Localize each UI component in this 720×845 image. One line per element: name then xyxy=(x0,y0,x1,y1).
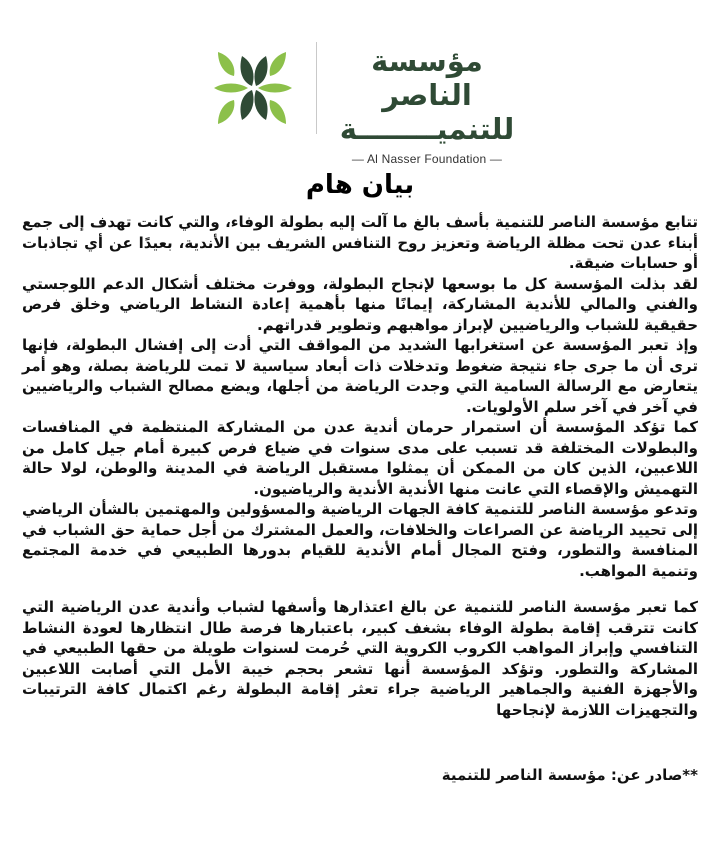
brand-block xyxy=(332,44,522,166)
paragraph: وإذ تعبر المؤسسة عن استغرابها الشديد من المواقف التي أدت إلى إفشال البطولة، فإنها ترى أن ما جرى جاء نتيجة ضغوط وتدخلات ذات أبعاد سياسية لا تمت للرياضة بصلة، وهو أمر يتعارض مع الرسالة السامية التي وجدت الرياضة من أجلها، ويضع مصالح الشباب والرياضيين في آخر في آخر سلم الأولويات. xyxy=(22,336,698,416)
paragraph: كما تؤكد المؤسسة أن استمرار حرمان أندية عدن من المشاركة المنتظمة في المنافسات والبطولات المختلفة قد تسبب على مدى سنوات في ضياع فرص كبيرة أمام جيل كامل من اللاعبين، الذين كان من الممكن أن يمثلوا مستقبل الرياضة في المدينة والوطن، لولا حالة التهميش والإقصاء التي عانت منها الأندية الأندية والرياضيون. xyxy=(22,418,698,498)
letterhead xyxy=(0,36,720,166)
statement-title: بيان هام xyxy=(305,170,415,200)
org-name-arabic-line1: مؤسسة الناصر xyxy=(371,44,483,112)
paragraph: وتدعو مؤسسة الناصر للتنمية كافة الجهات الرياضية والمسؤولين والمهتمين بالشأن الرياضي إلى تحييد الرياضة عن الصراعات والخلافات، والعمل المشترك من أجل حماية حق الشباب في المنافسة والتطور، وفتح المجال أمام الأندية للقيام بدورها الطبيعي في خدمة المجتمع وتنمية المواهب. xyxy=(22,500,698,580)
paragraph: تتابع مؤسسة الناصر للتنمية بأسف بالغ ما آلت إليه بطولة الوفاء، والتي كانت تهدف إلى جمع أبناء عدن تحت مظلة الرياضة وتعزيز روح التنافس الشريف بين الأندية، بعيدًا عن أي تجاذبات أو حسابات ضيقة. xyxy=(22,213,698,272)
paragraph: لقد بذلت المؤسسة كل ما بوسعها لإنجاح البطولة، ووفرت مختلف أشكال الدعم اللوجستي والفني والمالي للأندية المشاركة، إيمانًا منها بأهمية إعادة النشاط الرياضي وخلق فرص حقيقية للشباب والرياضيين لإبراز مواهبهم وتطوير قدراتهم. xyxy=(22,274,698,334)
issuer-signature: **صادر عن: مؤسسة الناصر للتنمية xyxy=(441,766,698,784)
org-name-english: — Al Nasser Foundation — xyxy=(351,152,503,166)
org-name-arabic-line2: للتنميــــــــة xyxy=(339,112,515,146)
paragraph: كما تعبر مؤسسة الناصر للتنمية عن بالغ اعتذارها وأسفها لشباب وأندية عدن الرياضية التي كانت تترقب إقامة بطولة الوفاء بشغف كبير، باعتبارها فرصة طال انتظارها لعودة النشاط التنافسي وإبراز المواهب الكروب الكروية التي حُرمت لسنوات طويلة من حقها الطبيعي في المشاركة والتطور. وتؤكد المؤسسة أنها تشعر بحجم خيبة الأمل التي أصابت اللاعبين والأجهزة الفنية والجماهير الرياضية جراء تعثر إقامة البطولة رغم اكتمال كافة الترتيبات والتجهيزات اللازمة لإنجاحها xyxy=(22,598,698,719)
foundation-leaf-logo-icon xyxy=(212,48,292,128)
statement-body xyxy=(22,212,698,720)
header-divider xyxy=(316,42,317,134)
